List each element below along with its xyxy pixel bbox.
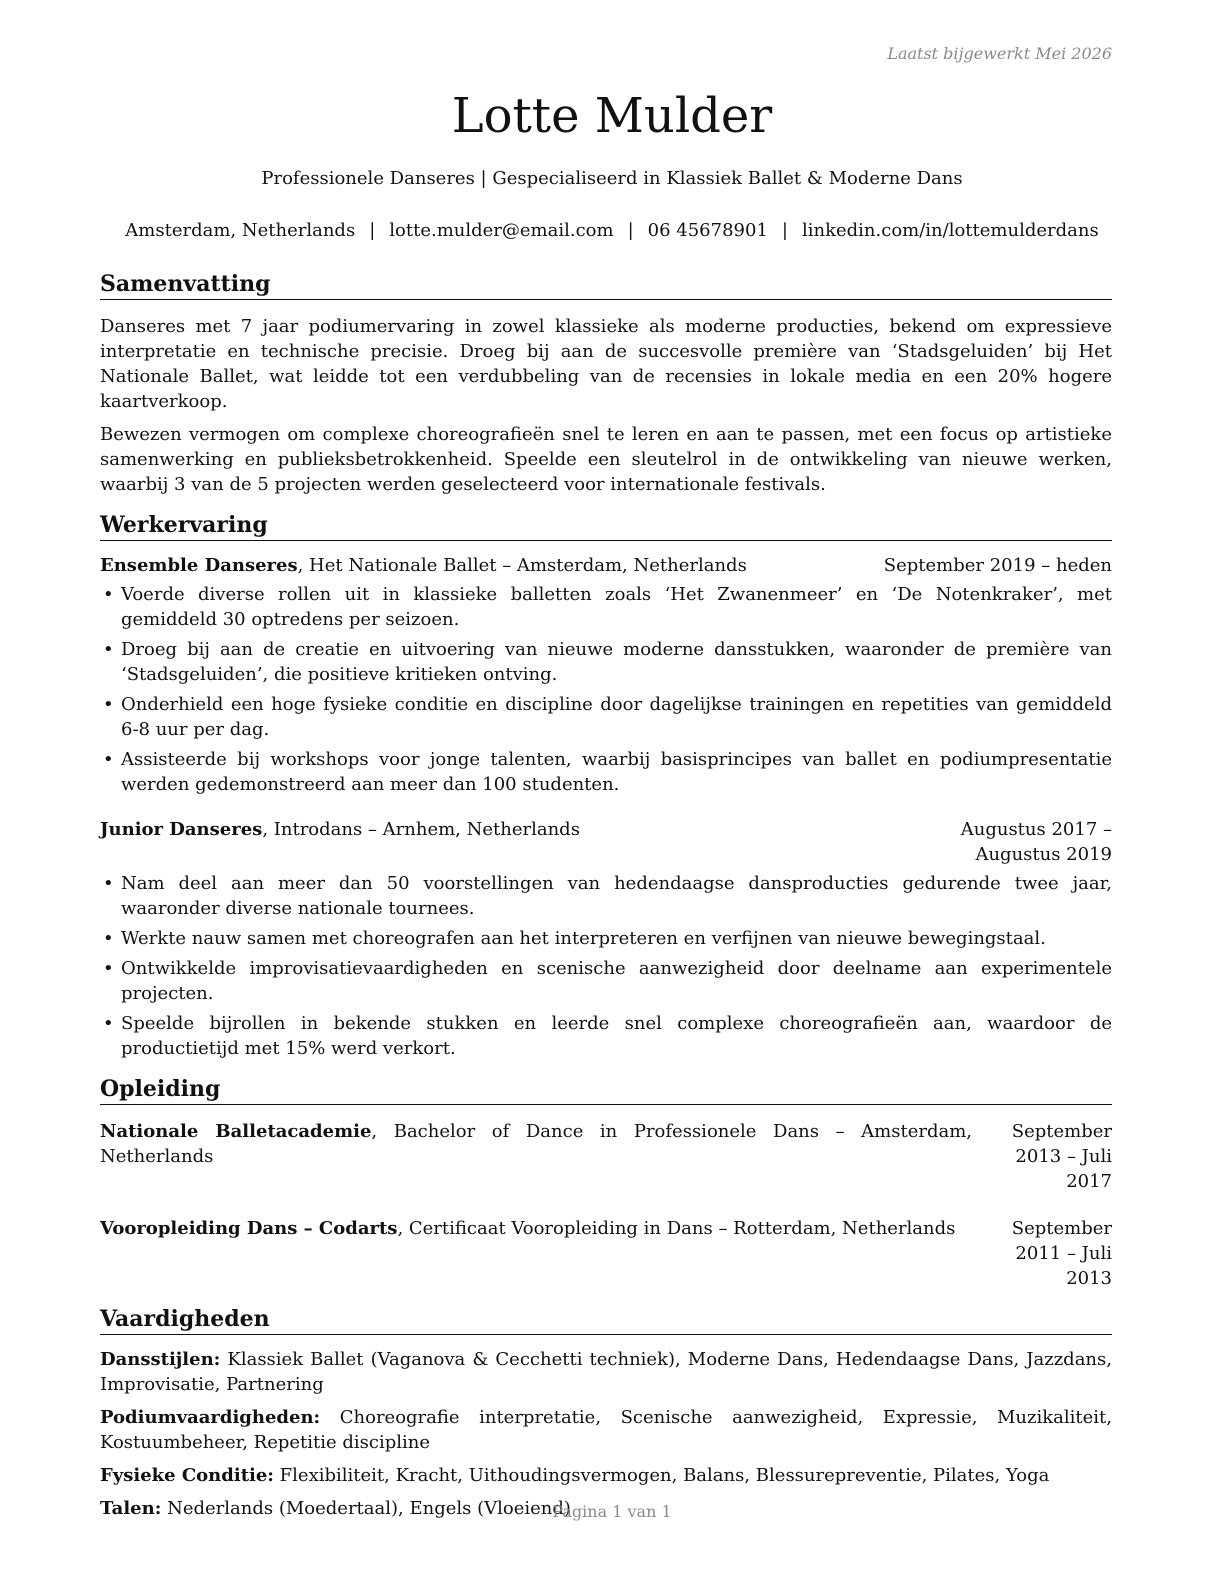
list-item: • Speelde bijrollen in bekende stukken en leerde snel complexe choreografieën aan, waardoor de productietijd met 15% werd verkort. <box>100 1011 1112 1061</box>
job-header <box>100 817 1112 867</box>
education-school: Nationale Balletacademie <box>100 1121 372 1142</box>
education-detail: , Certificaat Vooropleiding in Dans – Rotterdam, Netherlands <box>397 1218 956 1239</box>
list-item: • Nam deel aan meer dan 50 voorstellingen van hedendaagse dansproducties gedurende twee jaar, waaronder diverse nationale tournees. <box>100 871 1112 921</box>
candidate-name: Lotte Mulder <box>451 88 773 144</box>
education-detail: , Bachelor of Dance in Professionele Dans – Amsterdam, Netherlands <box>100 1121 972 1167</box>
contact-line <box>0 220 1224 241</box>
education-dates: September 2011 – Juli 2013 <box>1011 1218 1112 1289</box>
job-header <box>100 553 1112 578</box>
experience-section <box>100 511 1112 1061</box>
job-dates: September 2019 – heden <box>883 555 1112 576</box>
skill-line <box>100 1405 1112 1455</box>
education-dates: September 2013 – Juli 2017 <box>1011 1121 1112 1192</box>
section-title-skills: Vaardigheden <box>100 1305 1112 1335</box>
skill-value: Choreografie interpretatie, Scenische aanwezigheid, Expressie, Muzikaliteit, Kostuumbeheer, Repetitie discipline <box>100 1407 1112 1453</box>
job-org: , Het Nationale Ballet – Amsterdam, Netherlands <box>297 555 747 576</box>
list-item: • Assisteerde bij workshops voor jonge talenten, waarbij basisprincipes van ballet en podiumpresentatie werden gedemonstreerd aan meer dan 100 studenten. <box>100 747 1112 797</box>
skill-value: Klassiek Ballet (Vaganova & Cecchetti techniek), Moderne Dans, Hedendaagse Dans, Jazzdans, Improvisatie, Partnering <box>100 1349 1112 1395</box>
summary-section <box>100 270 1112 497</box>
contact-separator: | <box>627 220 634 241</box>
summary-paragraph: Danseres met 7 jaar podiumervaring in zowel klassieke als moderne producties, bekend om expressieve interpretatie en technische precisie. Droeg bij aan de succesvolle première van ‘Stadsgeluiden’ bij Het Nationale Ballet, wat leidde tot een verdubbeling van de recensies in lokale media en een 20% hogere kaartverkoop. <box>100 316 1112 412</box>
education-school: Vooropleiding Dans – Codarts <box>100 1218 398 1239</box>
list-item: • Onderhield een hoge fysieke conditie en discipline door dagelijkse trainingen en repetities van gemiddeld 6-8 uur per dag. <box>100 692 1112 742</box>
contact-linkedin[interactable]: linkedin.com/in/lottemulderdans <box>801 220 1099 241</box>
skill-label: Talen: <box>100 1498 162 1519</box>
skill-label: Dansstijlen: <box>100 1349 221 1370</box>
job-org: , Introdans – Arnhem, Netherlands <box>262 819 580 840</box>
job-bullets <box>100 582 1112 797</box>
skills-section <box>100 1305 1112 1521</box>
skill-value: Nederlands (Moedertaal), Engels (Vloeiend) <box>161 1498 571 1519</box>
education-item <box>100 1216 1112 1291</box>
page-number: Pagina 1 van 1 <box>552 1502 672 1521</box>
contact-separator: | <box>369 220 376 241</box>
skill-line <box>100 1463 1112 1488</box>
job-role: Junior Danseres <box>100 819 263 840</box>
list-item: • Ontwikkelde improvisatievaardigheden en scenische aanwezigheid door deelname aan experimentele projecten. <box>100 956 1112 1006</box>
list-item: • Voerde diverse rollen uit in klassieke balletten zoals ‘Het Zwanenmeer’ en ‘De Notenkraker’, met gemiddeld 30 optredens per seizoen. <box>100 582 1112 632</box>
job-dates: Augustus 2017 – Augustus 2019 <box>960 819 1112 865</box>
skill-label: Podiumvaardigheden: <box>100 1407 321 1428</box>
contact-location: Amsterdam, Netherlands <box>125 220 356 241</box>
contact-email[interactable]: lotte.mulder@email.com <box>389 220 614 241</box>
list-item: • Droeg bij aan de creatie en uitvoering van nieuwe moderne dansstukken, waaronder de première van ‘Stadsgeluiden’, die positieve kritieken ontving. <box>100 637 1112 687</box>
skill-line <box>100 1347 1112 1397</box>
tagline: Professionele Danseres | Gespecialiseerd in Klassiek Ballet & Moderne Dans <box>261 168 963 189</box>
summary-paragraph: Bewezen vermogen om complexe choreografieën snel te leren en aan te passen, met een focus op artistieke samenwerking en publieksbetrokkenheid. Speelde een sleutelrol in de ontwikkeling van nieuwe werken, waarbij 3 van de 5 projecten werden geselecteerd voor internationale festivals. <box>100 424 1112 495</box>
section-title-experience: Werkervaring <box>100 511 1112 541</box>
education-section <box>100 1075 1112 1291</box>
contact-phone: 06 45678901 <box>647 220 768 241</box>
education-item <box>100 1119 1112 1194</box>
last-updated: Laatst bijgewerkt Mei 2026 <box>887 44 1112 63</box>
skill-value: Flexibiliteit, Kracht, Uithoudingsvermogen, Balans, Blessurepreventie, Pilates, Yoga <box>273 1465 1050 1486</box>
list-item: • Werkte nauw samen met choreografen aan het interpreteren en verfijnen van nieuwe bewegingstaal. <box>100 926 1112 951</box>
job-bullets <box>100 871 1112 1061</box>
job-role: Ensemble Danseres <box>100 555 298 576</box>
section-title-education: Opleiding <box>100 1075 1112 1105</box>
skill-label: Fysieke Conditie: <box>100 1465 274 1486</box>
contact-separator: | <box>781 220 788 241</box>
resume-body <box>100 270 1112 1521</box>
section-title-summary: Samenvatting <box>100 270 1112 300</box>
